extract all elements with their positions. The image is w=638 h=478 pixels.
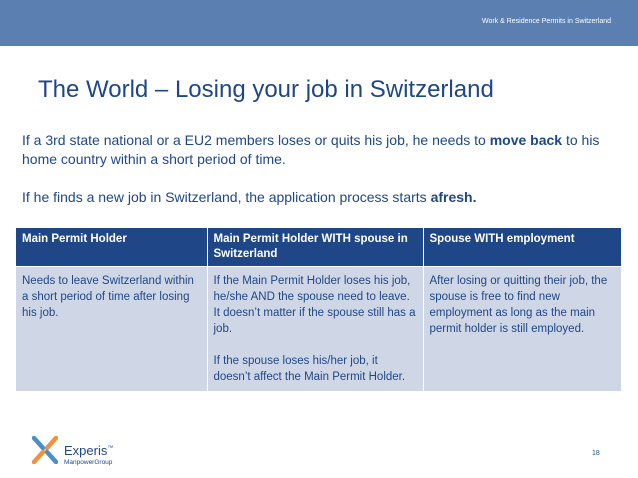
permit-table <box>16 228 621 391</box>
table-row <box>16 267 621 392</box>
cell-paragraph: If the Main Permit Holder loses his job, he/she AND the spouse need to leave. It doesn’t matter if the spouse still has a job. <box>213 275 416 335</box>
cell-holder-with-spouse <box>207 267 423 392</box>
brand-name <box>64 443 113 458</box>
brand-text: Experis <box>64 443 108 458</box>
paragraph-text: If he finds a new job in Switzerland, the application process starts <box>22 189 431 205</box>
cell-spouse-with-employment: After losing or quitting their job, the spouse is free to find new employment as long as the main permit holder is still employed. <box>423 267 621 392</box>
header-holder-with-spouse: Main Permit Holder WITH spouse in Switzerland <box>207 228 423 267</box>
slide-title: The World – Losing your job in Switzerland <box>38 76 494 103</box>
header-label: Work & Residence Permits in Switzerland <box>481 18 611 25</box>
trademark: ™ <box>107 445 114 452</box>
header-spouse-with-employment: Spouse WITH employment <box>423 228 621 267</box>
paragraph-text: If a 3rd state national or a EU2 members loses or quits his job, he needs to <box>22 132 490 148</box>
header-main-permit-holder: Main Permit Holder <box>16 228 207 267</box>
table-header-row <box>16 228 621 267</box>
body-text <box>22 131 622 226</box>
emphasis-text: afresh. <box>430 189 477 205</box>
paragraph-afresh <box>22 188 622 207</box>
cell-main-permit-holder: Needs to leave Switzerland within a short period of time after losing his job. <box>16 267 207 392</box>
page-number: 18 <box>592 450 600 457</box>
brand-subtitle: ManpowerGroup <box>64 459 113 466</box>
cell-paragraph: If the spouse loses his/her job, it doesn’t affect the Main Permit Holder. <box>213 355 406 383</box>
paragraph-move-back <box>22 131 622 169</box>
experis-logo-icon <box>32 436 58 464</box>
emphasis-text: move back <box>489 132 563 148</box>
paragraph-text: to his home country within a short period of time. <box>22 132 600 167</box>
